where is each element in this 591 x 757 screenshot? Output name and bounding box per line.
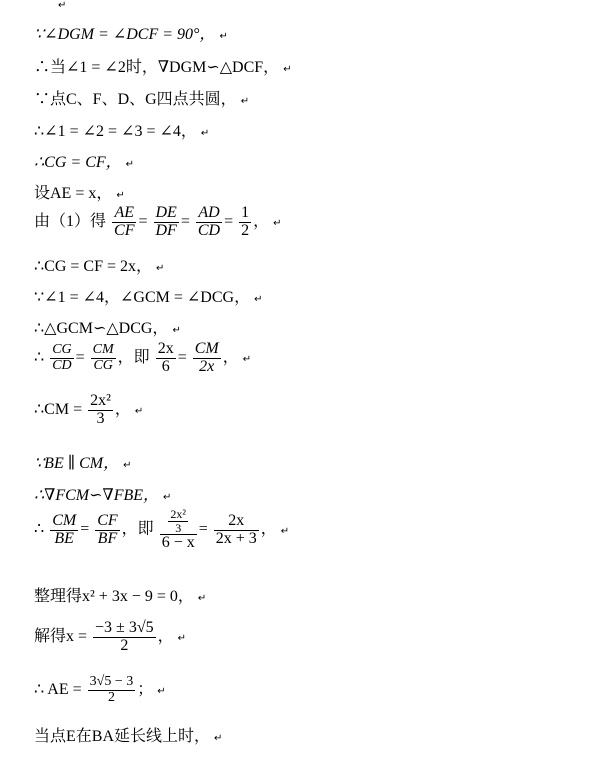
fraction-numerator: AD: [196, 205, 222, 223]
fraction-numerator: 3√5 − 3: [89, 674, 134, 689]
line-12-suffix: ，: [114, 400, 131, 418]
line-18-suffix: ；: [137, 680, 154, 698]
fraction-numerator: 2x: [157, 340, 174, 357]
return-mark: ↵: [177, 632, 187, 644]
fraction-numerator: 1: [241, 204, 250, 221]
return-mark: ↵: [163, 492, 172, 503]
return-mark: ↵: [200, 128, 210, 139]
line-18-prefix: ∴ AE =: [34, 680, 82, 698]
return-mark: ↵: [254, 294, 263, 305]
return-mark: ↵: [214, 733, 223, 744]
line-15-mid: ，即: [121, 520, 154, 538]
return-mark: ↵: [123, 460, 132, 471]
line-10: [34, 315, 181, 338]
line-12: [34, 393, 143, 428]
line-14-text: ∴∇FCM∽∇FBE，: [34, 487, 160, 504]
line-7-prefix: 由（1）得: [34, 212, 107, 230]
fraction-cm-be: [50, 513, 78, 548]
fraction-denominator: 6: [161, 357, 170, 375]
fraction-2x2-3: [88, 393, 113, 428]
line-1: [34, 21, 228, 44]
line-5: [34, 149, 134, 172]
fraction-numerator: DE: [155, 204, 177, 221]
fraction-cg-cd: [50, 343, 73, 373]
line-17-prefix: 解得x =: [34, 627, 88, 645]
fraction-denominator: CD: [197, 221, 221, 239]
fraction-2x-2x3: [214, 513, 259, 548]
fraction-numerator: CG: [52, 342, 72, 358]
fraction-numerator: CM: [194, 340, 219, 357]
line-4: [34, 118, 209, 141]
fraction-denominator: CD: [52, 357, 72, 373]
line-14: [34, 482, 171, 505]
line-6: [34, 180, 125, 203]
line-15: ∴ $\frac{CM}{BE}$ = $\frac{CF}{BF}$ ，即 $\frac{\frac{\text{2x²}}{3}}{6 - x}$ = $\frac{2x}{2x + 3}$ ， ↵: [34, 507, 290, 552]
complex-fraction: [160, 508, 197, 552]
fraction-denominator: 2x + 3: [215, 529, 257, 547]
line-7-suffix: ，: [253, 212, 270, 230]
line-11-mid: ，即: [117, 348, 150, 366]
line-11-suffix: ，: [222, 348, 239, 366]
fraction-denominator: 2: [120, 636, 129, 654]
fraction-numerator: 2x²: [170, 507, 186, 521]
fraction-numerator: 2x²: [90, 392, 111, 409]
line-7: 由（1）得 $\frac{AE}{CF}$ = $\frac{DE}{DF}$ = $\frac{AD}{CD}$ = $\frac{1}{2}$ ， ↵: [34, 204, 282, 239]
return-mark: ↵: [125, 159, 135, 170]
fraction-numerator: AE: [112, 205, 136, 223]
fraction-de-df: [154, 205, 179, 240]
fraction-denominator: 2: [107, 689, 115, 705]
line-2: [34, 54, 292, 77]
line-10-text: ∴△GCM∽△DCG，: [34, 320, 169, 337]
line-2-text: ∴当∠1 = ∠2时，∇DGM∽△DCF，: [34, 59, 280, 76]
line-17-suffix: ，: [157, 627, 174, 645]
return-mark: ↵: [197, 593, 207, 604]
line-19: [34, 723, 222, 746]
fraction-denominator: 3: [96, 409, 105, 427]
fraction-numerator: 2x: [214, 513, 259, 531]
return-mark: ↵: [240, 96, 250, 107]
line-15-suffix: ，: [260, 520, 277, 538]
line-11: ∴ $\frac{CG}{CD}$ = $\frac{CM}{CG}$ ，即 $\frac{2x}{6}$ = $\frac{CM}{2x}$ ， ↵: [34, 340, 252, 375]
fraction-denominator: 2x: [199, 357, 215, 375]
line-11-prefix: ∴: [34, 348, 45, 366]
fraction-denominator: DF: [155, 221, 177, 239]
fraction-denominator: CF: [114, 221, 135, 239]
fraction-numerator: CM: [52, 511, 77, 529]
line-16: [34, 583, 206, 606]
line-6-text: 设AE = x，: [34, 185, 113, 202]
line-13-text: ∵BE ∥ CM，: [34, 455, 120, 472]
return-mark: ↵: [242, 353, 252, 365]
line-9: [34, 284, 262, 307]
line-16-text: 整理得x² + 3x − 9 = 0，: [34, 588, 194, 605]
inner-fraction: [168, 508, 188, 534]
fraction-denominator: 6 − x: [161, 534, 195, 552]
line-13: [34, 450, 132, 473]
line-19-text: 当点E在BA延长线上时，: [34, 728, 211, 745]
fraction-2x-6: [156, 341, 176, 376]
fraction-cm-cg: [91, 343, 116, 373]
line-3: [34, 86, 249, 109]
fraction-numerator: [160, 508, 197, 535]
paragraph-mark: ↵: [58, 0, 67, 11]
return-mark: ↵: [157, 685, 166, 697]
line-1-text: ∵∠DGM = ∠DCF = 90°，: [34, 26, 216, 43]
line-5-text: ∴CG = CF，: [34, 154, 122, 171]
return-mark: ↵: [116, 190, 125, 201]
return-mark: ↵: [172, 325, 181, 336]
line-12-prefix: ∴CM =: [34, 400, 83, 418]
line-15-prefix: ∴: [34, 520, 45, 538]
line-8-text: ∴CG = CF = 2x，: [34, 258, 153, 275]
fraction-denominator: BF: [97, 529, 118, 547]
return-mark: ↵: [134, 405, 144, 417]
return-mark: ↵: [273, 217, 282, 229]
fraction-denominator: 2: [241, 221, 250, 239]
line-17: [34, 620, 186, 655]
fraction-denominator: CG: [93, 357, 113, 373]
fraction-numerator: CM: [92, 342, 114, 358]
line-4-text: ∴∠1 = ∠2 = ∠3 = ∠4，: [34, 123, 197, 140]
fraction-cf-bf: [95, 513, 119, 548]
fraction-denominator: BE: [54, 529, 74, 547]
line-8: [34, 253, 164, 276]
fraction-one-half: [239, 205, 251, 240]
line-18: [34, 675, 166, 705]
return-mark: ↵: [280, 525, 290, 537]
fraction-denominator: 3: [175, 520, 182, 535]
line-3-text: ∵点C、F、D、G四点共圆，: [34, 91, 237, 108]
fraction-solution: [93, 620, 156, 655]
fraction-cm-2x: [193, 341, 221, 376]
return-mark: ↵: [156, 263, 165, 274]
return-mark: ↵: [283, 64, 292, 75]
fraction-ad-cd: [196, 205, 222, 240]
fraction-ae: [88, 675, 136, 705]
fraction-numerator: CF: [97, 511, 118, 529]
fraction-ae-cf: [112, 205, 136, 240]
return-mark: ↵: [219, 31, 228, 42]
line-9-text: ∵∠1 = ∠4，∠GCM = ∠DCG，: [34, 289, 251, 306]
fraction-numerator: −3 ± 3√5: [95, 619, 154, 636]
